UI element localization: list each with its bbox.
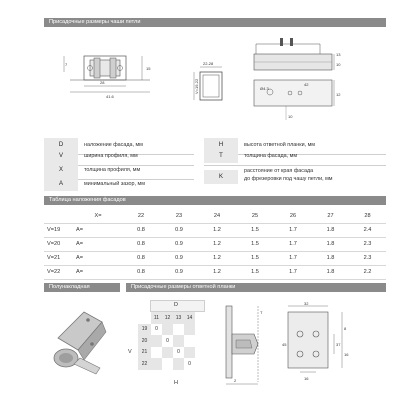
grid-cell (173, 324, 184, 336)
dim-13: 13 (336, 52, 341, 57)
table-cell: 1.8 (312, 265, 349, 279)
grid-row-header: 19 (138, 324, 151, 336)
table-cell: 0.8 (122, 251, 160, 265)
grid-cell (162, 358, 173, 370)
grid-d-label: D (174, 302, 178, 308)
grid-corner (138, 312, 151, 324)
legend-text: высота ответной планки, мм (244, 142, 316, 148)
legend-text: расстояние от края фасада (244, 168, 314, 174)
grid-v-label: V (128, 349, 132, 355)
table-cell: 0.9 (160, 251, 198, 265)
grid-cell (162, 324, 173, 336)
dim-28: 28 (100, 80, 105, 85)
grid-cell (184, 347, 195, 359)
plate-dimensions-header: Присадочные размеры ответной планки (126, 283, 386, 292)
table-cell: 0.8 (122, 237, 160, 251)
table-cell: 1.7 (274, 265, 312, 279)
legend-text: толщина профиля, мм (84, 167, 141, 173)
dim-10: 10 (336, 62, 341, 67)
legend-symbol: X (44, 163, 78, 177)
cup-dimensions-header: Присадочные размеры чаши петли (44, 18, 386, 27)
table-header-row (44, 209, 386, 223)
dim-16b: 16 (344, 352, 349, 357)
dim-45: 45 (282, 342, 287, 347)
table-cell: 2.3 (349, 251, 386, 265)
table-header-cell: 23 (160, 209, 198, 223)
grid-cell: 0 (177, 349, 180, 356)
grid-cell (173, 335, 184, 347)
table-cell: A= (74, 237, 122, 251)
grid-h-label: H (174, 380, 178, 386)
dim-42: 42 (304, 82, 309, 87)
table-row (44, 265, 386, 279)
table-cell: 2.4 (349, 223, 386, 237)
legend-text: наложение фасада, мм (84, 142, 143, 148)
legend-symbol: D (44, 138, 78, 152)
plate-drilling-drawing (278, 300, 386, 388)
table-cell: 1.7 (274, 223, 312, 237)
table-header-cell (44, 209, 74, 223)
grid-row-header: 22 (138, 358, 151, 370)
table-cell: V=20 (44, 237, 74, 251)
grid-cell (151, 335, 162, 347)
table-header-cell: 25 (236, 209, 274, 223)
table-cell: 1.5 (236, 223, 274, 237)
table-cell: 1.8 (312, 237, 349, 251)
table-cell: 2.2 (349, 265, 386, 279)
dim-12: 12 (336, 92, 341, 97)
table-cell: 1.7 (274, 237, 312, 251)
grid-col-header: 12 (162, 312, 173, 324)
dim-37: 37 (336, 342, 341, 347)
grid-cell: 0 (188, 360, 191, 367)
dim-phi43: Ø4.3 (260, 86, 269, 91)
table-cell: V=19 (44, 223, 74, 237)
table-header-cell: X= (74, 209, 122, 223)
dim-10b: 10 (288, 114, 293, 119)
table-header-cell: 24 (198, 209, 236, 223)
profile-section-drawing (188, 60, 238, 106)
grid-col-header: 14 (184, 312, 195, 324)
mounting-plate-drawing (250, 36, 386, 124)
table-row (44, 223, 386, 237)
grid-row (138, 347, 195, 359)
grid-cell (184, 335, 195, 347)
grid-row (138, 324, 195, 336)
grid-col-header: 13 (173, 312, 184, 324)
grid-row (138, 358, 195, 370)
legend-text-line2: до фрезеровки под чашу петли, мм (244, 176, 333, 182)
legend-text: толщина фасада, мм (244, 153, 298, 159)
table-cell: 1.8 (312, 251, 349, 265)
table-row (44, 251, 386, 265)
table-cell: 1.2 (198, 265, 236, 279)
grid-row-header: 21 (138, 347, 151, 359)
legend-symbol: V (44, 149, 78, 163)
table-cell: 0.9 (160, 223, 198, 237)
table-cell: 1.8 (312, 223, 349, 237)
dim-41-6: 41.6 (106, 94, 114, 99)
table-cell: 0.9 (160, 237, 198, 251)
grid-row-header: 20 (138, 335, 151, 347)
table-cell: A= (74, 265, 122, 279)
dim-16: 16 (304, 376, 309, 381)
overlay-table-header: Таблица наложения фасадов (44, 196, 386, 205)
dim-8: 8 (344, 326, 347, 331)
table-cell: 1.2 (198, 237, 236, 251)
legend-divider (204, 165, 386, 166)
table-cell: 1.5 (236, 251, 274, 265)
grid-cell (162, 347, 173, 359)
table-cell: 2.3 (349, 237, 386, 251)
grid-col-header: 11 (151, 312, 162, 324)
overlay-grid-table (138, 312, 195, 370)
hinge-cross-section-drawing (214, 300, 276, 388)
legend-symbol: T (204, 149, 238, 163)
legend-symbol: A (44, 177, 78, 191)
hinge-type-header: Полунакладная (44, 283, 120, 292)
dim-7: 7 (65, 62, 68, 67)
table-cell: 1.7 (274, 251, 312, 265)
table-cell: 1.2 (198, 251, 236, 265)
table-header-cell: 22 (122, 209, 160, 223)
grid-row (138, 335, 195, 347)
table-cell: V=22 (44, 265, 74, 279)
cup-top-view-drawing (62, 44, 182, 104)
hinge-product-image (44, 298, 120, 388)
grid-cell (184, 324, 195, 336)
table-cell: 1.2 (198, 223, 236, 237)
dim-t: T (260, 310, 263, 315)
legend-text: минимальный зазор, мм (84, 181, 145, 187)
legend-symbol: K (204, 170, 238, 184)
table-cell: V=21 (44, 251, 74, 265)
table-cell: A= (74, 223, 122, 237)
table-header-cell: 27 (312, 209, 349, 223)
dim-32: 32 (304, 301, 309, 306)
grid-cell: 0 (166, 337, 169, 344)
dim-2: 2 (234, 378, 237, 383)
table-cell: 0.9 (160, 265, 198, 279)
grid-header-row (138, 312, 195, 324)
dim-15: 15 (146, 66, 151, 71)
table-cell: 0.8 (122, 223, 160, 237)
legend-symbol: H (204, 138, 238, 152)
dim-22-28: 22-28 (203, 61, 214, 66)
table-row (44, 237, 386, 251)
grid-cell (151, 347, 162, 359)
dim-v: V=19-22 (194, 78, 199, 94)
table-cell: 0.8 (122, 265, 160, 279)
table-header-cell: 26 (274, 209, 312, 223)
grid-cell (173, 358, 184, 370)
table-cell: 1.5 (236, 265, 274, 279)
legend-text: ширина профиля, мм (84, 153, 138, 159)
grid-cell: 0 (155, 326, 158, 333)
table-header-cell: 28 (349, 209, 386, 223)
table-cell: 1.5 (236, 237, 274, 251)
table-cell: A= (74, 251, 122, 265)
grid-cell (151, 358, 162, 370)
overlay-table (44, 209, 386, 280)
